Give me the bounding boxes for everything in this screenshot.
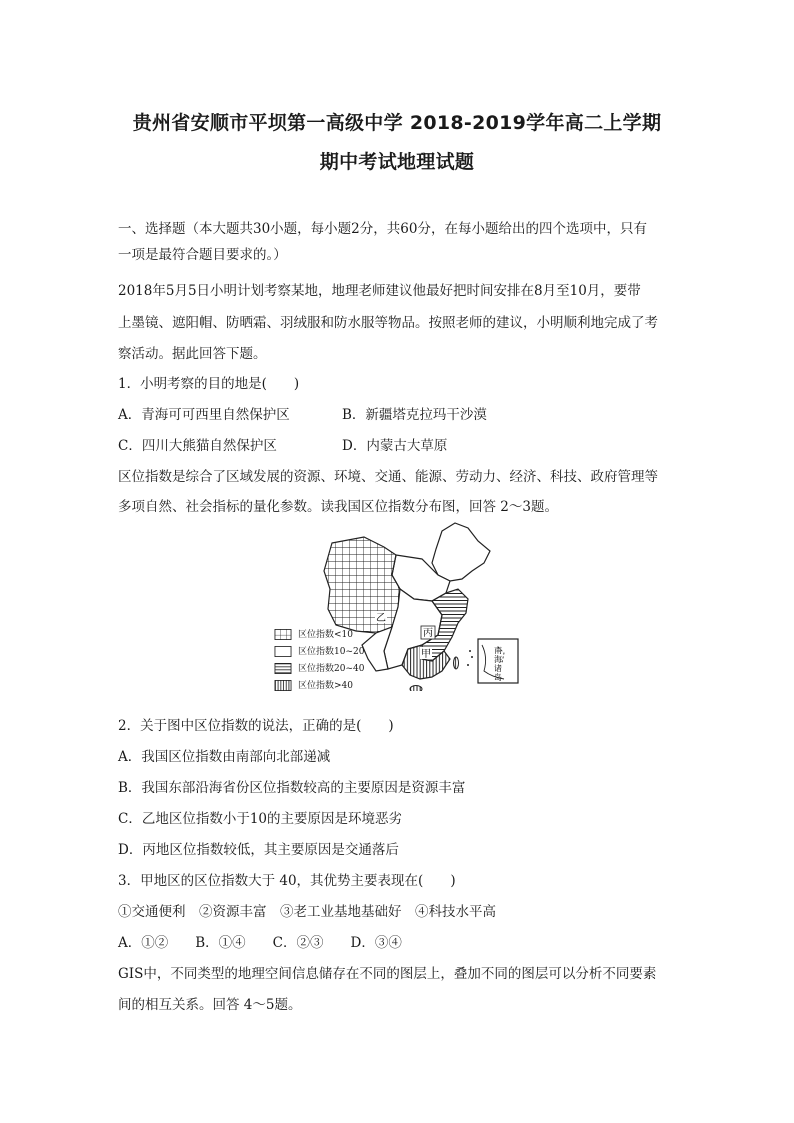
page-subtitle: 期中考试地理试题	[319, 151, 475, 173]
q3-options: A．①② B．①④ C．②③ D．③④	[118, 935, 402, 951]
passage1-line2: 上墨镜、遮阳帽、防晒霜、羽绒服和防水服等物品。按照老师的建议，小明顺利地完成了考	[118, 315, 658, 331]
west-region	[324, 537, 400, 633]
label-yi: 乙	[376, 613, 386, 624]
passage2-line2: 多项自然、社会指标的量化参数。读我国区位指数分布图，回答 2～3题。	[118, 499, 558, 515]
legend-label-horizontal: 区位指数20~40	[298, 664, 365, 674]
passage1-line1: 2018年5月5日小明计划考察某地，地理老师建议他最好把时间安排在8月至10月，要带	[118, 283, 641, 299]
section-instructions-line1: 一、选择题（本大题共30小题，每小题2分，共60分，在每小题给出的四个选项中，只有	[118, 221, 647, 237]
hainan-island	[410, 686, 422, 692]
q2-option-a: A．我国区位指数由南部向北部递减	[118, 749, 331, 765]
map-legend	[274, 629, 384, 695]
q1-options-row2	[118, 436, 688, 456]
q2-stem: 2．关于图中区位指数的说法，正确的是( )	[118, 718, 394, 734]
legend-label-vertical: 区位指数>40	[298, 681, 353, 691]
passage2-line1: 区位指数是综合了区域发展的资源、环境、交通、能源、劳动力、经济、科技、政府管理等	[118, 469, 658, 485]
passage1-line3: 察活动。据此回答下题。	[118, 346, 267, 362]
inset-label-3: 诸	[494, 664, 502, 673]
q1-stem: 1．小明考察的目的地是( )	[118, 376, 300, 392]
legend-swatch-vertical	[274, 680, 292, 691]
legend-label-grid: 区位指数<10	[298, 630, 353, 640]
inset-label-1: 南	[494, 646, 502, 655]
northeast-region	[432, 523, 490, 581]
section-instructions-line2: 一项是最符合题目要求的。）	[118, 247, 287, 263]
q2-option-b: B．我国东部沿海省份区位指数较高的主要原因是资源丰富	[118, 780, 466, 796]
legend-label-blank: 区位指数10~20	[298, 647, 365, 657]
passage3-line2: 间的相互关系。回答 4～5题。	[118, 997, 302, 1013]
q1-option-d: D．内蒙古大草原	[342, 438, 448, 454]
q1-option-c: C．四川大熊猫自然保护区	[118, 438, 277, 454]
china-location-index-map	[272, 519, 522, 691]
legend-swatch-horizontal	[274, 663, 292, 674]
inset-label-2: 海	[494, 655, 502, 664]
q2-option-c: C．乙地区位指数小于10的主要原因是环境恶劣	[118, 811, 403, 827]
q1-option-b: B．新疆塔克拉玛干沙漠	[342, 407, 487, 423]
q2-option-d: D．丙地区位指数较低，其主要原因是交通落后	[118, 842, 399, 858]
q3-items: ①交通便利 ②资源丰富 ③老工业基地基础好 ④科技水平高	[118, 904, 496, 920]
q1-options-row1	[118, 405, 688, 425]
legend-swatch-grid	[274, 629, 292, 640]
label-jia: 甲	[421, 649, 431, 660]
inset-label-4: 岛	[494, 673, 502, 682]
q1-option-a: A．青海可可西里自然保护区	[118, 407, 290, 423]
q3-stem: 3．甲地区的区位指数大于 40，其优势主要表现在( )	[118, 873, 456, 889]
page-title: 贵州省安顺市平坝第一高级中学 2018-2019学年高二上学期	[132, 112, 662, 134]
legend-swatch-blank	[274, 646, 292, 657]
passage3-line1: GIS中，不同类型的地理空间信息储存在不同的图层上，叠加不同的图层可以分析不同要素	[118, 966, 657, 982]
taiwan-island	[454, 657, 459, 669]
label-bing: 丙	[423, 628, 433, 639]
